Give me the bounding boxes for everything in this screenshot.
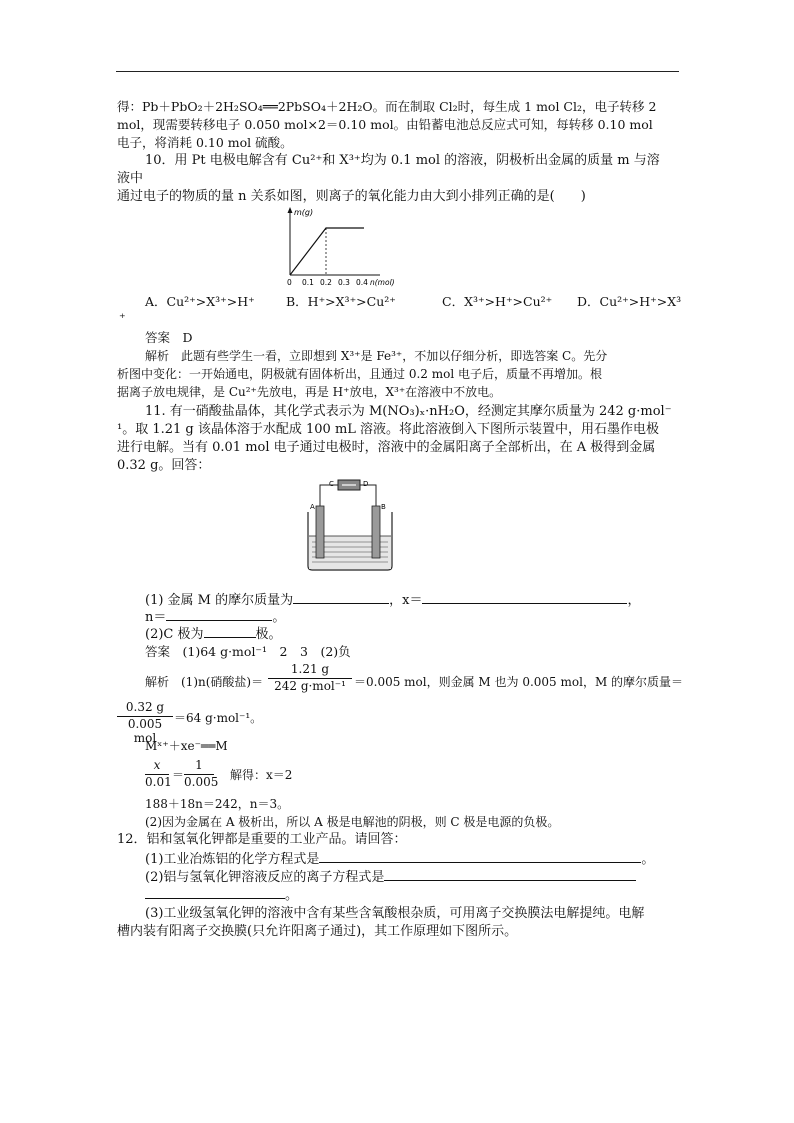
equals-sign: ＝ [172,768,185,782]
y-axis-label: m(g) [294,208,314,217]
text-line: 析图中变化：一开始通电，阴极就有固体析出，且通过 0.2 mol 电子后，质量不再增加。根 [117,367,602,381]
sub-question-2-label: (2)C 极为 [145,627,204,642]
period: 。 [272,610,286,625]
text-line: 得：Pb＋PbO₂＋2H₂SO₄══2PbSO₄＋2H₂O。而在制取 Cl₂时，每生成 1 mol Cl₂，电子转移 2 [117,99,657,114]
numerator: 1 [195,758,203,772]
text-line: 通过电子的物质的量 n 关系如图，则离子的氧化能力由大到小排列正确的是( ) [117,189,586,204]
answer-11: 答案 (1)64 g·mol⁻¹ 2 3 (2)负 [145,644,351,659]
question-10: 10．用 Pt 电极电解含有 Cu²⁺和 X³⁺均为 0.1 mol 的溶液，阴极析出金属的质量 m 与溶 [145,153,660,168]
answer-10: 答案 D [145,330,193,345]
explanation-10: 解析 此题有些学生一看，立即想到 X³⁺是 Fe³⁺，不加以仔细分析，即选答案 C。先分 [145,349,608,363]
data-line [290,228,364,275]
numerator: 1.21 g [290,662,330,676]
electrode-a [316,506,324,558]
tick-label: 0.2 [320,278,332,287]
electrolysis-apparatus-diagram [302,476,400,572]
explanation-11-part2: (2)因为金属在 A 极析出，所以 A 极是电解池的阴极，则 C 极是电源的负极。 [145,815,560,829]
numerator: 0.32 g [125,700,165,714]
electrode-label-c: C [329,480,334,488]
answer-blank-x[interactable] [422,591,627,604]
equation-n: 188＋18n＝242，n＝3。 [145,797,290,811]
explanation-11-prefix: 解析 (1)n(硝酸盐)＝ [145,675,264,689]
part1-label: (1)工业冶炼铝的化学方程式是 [145,852,320,867]
denominator: 0.01 [145,775,172,789]
text-line: 进行电解。当有 0.01 mol 电子通过电极时，溶液中的金属阳离子全部析出，在 A 极得到金属 [117,440,656,455]
tick-label: 0 [287,278,292,287]
numerator: x [153,758,161,772]
text-line: 0.32 g。回答： [117,458,211,473]
denominator: 0.005 mol [117,716,173,745]
answer-blank-molar-mass[interactable] [293,591,389,604]
period: 。 [285,888,299,903]
option-b: B．H⁺>X³⁺>Cu²⁺ [286,294,396,309]
option-d-continued: ⁺ [119,310,126,325]
denominator: 242 g·mol⁻¹ [268,678,352,693]
question-11: 11. 有一硝酸盐晶体，其化学式表示为 M(NO₃)ₓ·nH₂O，经测定其摩尔质量为 242 g·mol⁻ [145,404,672,419]
option-d: D．Cu²⁺>H⁺>X³ [577,294,682,309]
answer-blank-ionic-eq[interactable] [384,868,636,881]
sub-question-1-label: (1) 金属 M 的摩尔质量为 [145,593,294,608]
text-line: mol，现需要转移电子 0.050 mol×2＝0.10 mol。由铅蓄电池总反应式可知，每转移 0.10 mol [117,117,653,132]
text-line: 电子，将消耗 0.10 mol 硫酸。 [117,135,293,150]
tick-label: 0.3 [338,278,350,287]
n-label: n＝ [145,610,167,625]
mass-vs-charge-graph [280,203,395,291]
x-axis-label: n(mol) [370,278,395,287]
question-12-part3: (3)工业级氢氧化钾的溶液中含有某些含氧酸根杂质，可用离子交换膜法电解提纯。电解 [145,906,645,921]
sub-question-1-n [145,608,285,626]
y-axis-arrow [288,207,293,213]
half-reaction: Mˣ⁺＋xe⁻══M [145,739,228,753]
tick-label: 0.1 [302,278,314,287]
wire-left [320,485,338,506]
part2-label: (2)铝与氢氧化钾溶液反应的离子方程式是 [145,870,385,885]
electrode-label-a: A [310,503,315,511]
fraction-one [184,758,219,789]
answer-blank-smelting[interactable] [319,850,641,863]
tick-label: 0.4 [356,278,368,287]
denominator: 0.005 [184,775,219,789]
explanation-11-suffix: ＝0.005 mol，则金属 M 也为 0.005 mol，M 的摩尔质量＝ [354,675,684,689]
question-12-part2 [145,868,636,886]
question-12-part1 [145,850,654,868]
option-a: A．Cu²⁺>X³⁺>H⁺ [145,294,255,309]
fraction-x [145,758,172,789]
electrode-label-b: B [381,503,386,511]
text-line: 液中 [117,171,144,186]
sub-question-2-end: 极。 [255,627,282,642]
solution-x: 解得：x＝2 [230,768,293,782]
text-line: ¹。取 1.21 g 该晶体溶于水配成 100 mL 溶液。将此溶液倒入下图所示装置中，用石墨作电极 [117,422,660,437]
fraction-moles-salt [268,662,352,693]
answer-blank-ionic-eq-cont[interactable] [145,886,285,899]
answer-blank-n[interactable] [166,608,272,621]
text-line: 槽内装有阳离子交换膜(只允许阳离子通过)，其工作原理如下图所示。 [117,924,518,939]
separator: ， [627,593,641,608]
wire-right [360,485,376,506]
question-12: 12．铝和氢氧化钾都是重要的工业产品。请回答： [117,832,407,847]
sub-question-2 [145,625,282,643]
option-c: C．X³⁺>H⁺>Cu²⁺ [442,294,553,309]
answer-blank-electrode[interactable] [204,625,256,638]
header-rule [116,71,679,72]
electrode-b [372,506,380,558]
sub-question-1 [145,591,640,609]
x-label: ，x＝ [389,593,423,608]
question-12-part2-cont [145,886,298,904]
period: 。 [641,852,655,867]
electrode-label-d: D [363,480,369,488]
explanation-11-result: ＝64 g·mol⁻¹。 [174,711,263,725]
text-line: 据离子放电规律，是 Cu²⁺先放电，再是 H⁺放电，X³⁺在溶液中不放电。 [117,385,502,399]
